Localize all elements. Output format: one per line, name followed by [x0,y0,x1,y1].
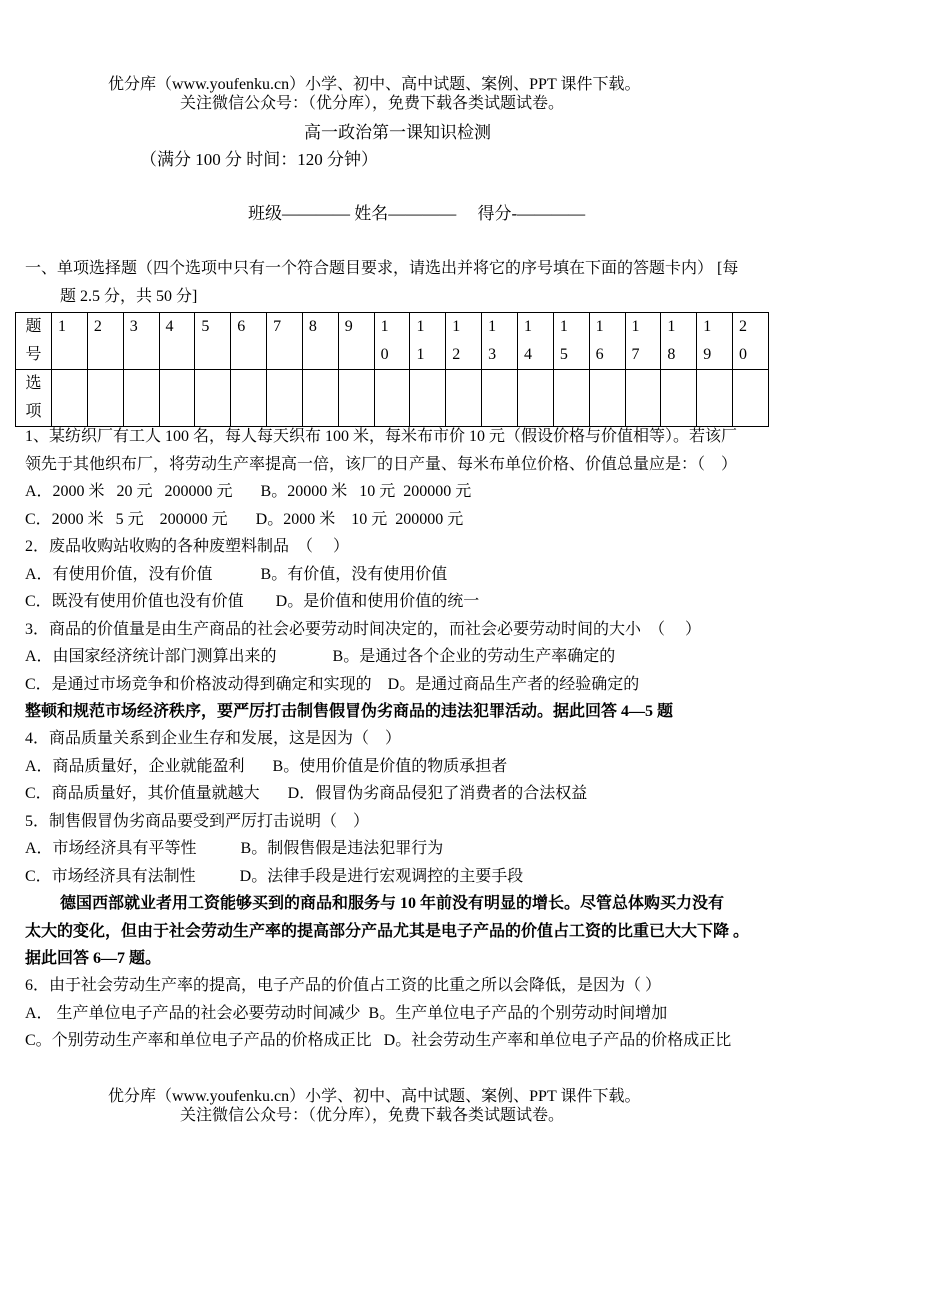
material-prompt: 据此回答 6—7 题。 [25,950,162,967]
answer-card-table [15,312,769,427]
option-line: A．有使用价值，没有价值 B。有价值，没有使用价值 [25,566,448,583]
question-line: 领先于其他织布厂，将劳动生产率提高一倍，该厂的日产量、每米布单位价格、价值总量应是：（ ） [25,456,738,473]
answer-cell[interactable] [87,370,123,427]
material-prompt: 德国西部就业者用工资能够买到的商品和服务与 10 年前没有明显的增长。尽管总体购买力没有 [60,895,725,912]
answer-cell[interactable] [661,370,697,427]
answer-cell[interactable] [123,370,159,427]
header-line-2: 关注微信公众号：（优分库），免费下载各类试题试卷。 [180,95,565,112]
option-line: C。个别劳动生产率和单位电子产品的价格成正比 D。社会劳动生产率和单位电子产品的价格成正比 [25,1032,732,1049]
question-line: 6．由于社会劳动生产率的提高，电子产品的价值占工资的比重之所以会降低，是因为（ ） [25,977,662,994]
row-label-option: 选 项 [16,370,52,427]
q-num-cell: 1 9 [697,313,733,370]
option-line: A．市场经济具有平等性 B。制假售假是违法犯罪行为 [25,840,444,857]
question-line: 4．商品质量关系到企业生存和发展，这是因为（ ） [25,730,402,747]
q-num-cell: 9 [338,313,374,370]
answer-cell[interactable] [195,370,231,427]
q-num-cell: 2 [87,313,123,370]
q-num-cell: 1 8 [661,313,697,370]
exam-meta: （满分 100 分 时间：120 分钟） [140,150,378,169]
answer-cell[interactable] [697,370,733,427]
answer-card-option-row [16,370,769,427]
option-line: A．商品质量好，企业就能盈利 B。使用价值是价值的物质承担者 [25,758,508,775]
answer-cell[interactable] [410,370,446,427]
option-line: A．由国家经济统计部门测算出来的 B。是通过各个企业的劳动生产率确定的 [25,648,616,665]
q-num-cell: 1 1 [410,313,446,370]
answer-cell[interactable] [553,370,589,427]
material-prompt: 太大的变化，但由于社会劳动生产率的提高部分产品尤其是电子产品的价值占工资的比重已大大下降 。 [25,923,750,940]
answer-cell[interactable] [302,370,338,427]
section-heading: 一、单项选择题（四个选项中只有一个符合题目要求，请选出并将它的序号填在下面的答题卡内） [每 [25,260,739,277]
answer-cell[interactable] [374,370,410,427]
q-num-cell: 1 5 [553,313,589,370]
answer-cell[interactable] [589,370,625,427]
question-line: 5．制售假冒伪劣商品要受到严厉打击说明（ ） [25,813,370,830]
q-num-cell: 5 [195,313,231,370]
q-num-cell: 1 [52,313,88,370]
answer-card-number-row [16,313,769,370]
row-label-number: 题 号 [16,313,52,370]
exam-title: 高一政治第一课知识检测 [304,123,491,142]
question-line: 2．废品收购站收购的各种废塑料制品 （ ） [25,538,350,555]
q-num-cell: 1 6 [589,313,625,370]
q-num-cell: 1 2 [446,313,482,370]
answer-cell[interactable] [159,370,195,427]
question-line: 3．商品的价值量是由生产商品的社会必要劳动时间决定的，而社会必要劳动时间的大小 （ ） [25,621,702,638]
option-line: C．2000 米 5 元 200000 元 D。2000 米 10 元 200000 元 [25,511,464,528]
option-line: A． 生产单位电子产品的社会必要劳动时间减少 B。生产单位电子产品的个别劳动时间增加 [25,1005,668,1022]
exam-fields: 班级———— 姓名———— 得分-———— [248,204,586,223]
option-line: C．是通过市场竞争和价格波动得到确定和实现的 D。是通过商品生产者的经验确定的 [25,676,640,693]
option-line: C．既没有使用价值也没有价值 D。是价值和使用价值的统一 [25,593,480,610]
question-line: 1、某纺织厂有工人 100 名，每人每天织布 100 米，每米布市价 10 元（假设价格与价值相等）。若该厂 [25,428,738,445]
option-line: C．商品质量好，其价值量就越大 D．假冒伪劣商品侵犯了消费者的合法权益 [25,785,588,802]
option-line: A．2000 米 20 元 200000 元 B。20000 米 10 元 200000 元 [25,483,472,500]
section-heading-2: 题 2.5 分，共 50 分] [60,288,198,305]
answer-cell[interactable] [625,370,661,427]
header-line-1: 优分库（www.youfenku.cn）小学、初中、高中试题、案例、PPT 课件下载。 [108,76,641,93]
material-prompt: 整顿和规范市场经济秩序，要严厉打击制售假冒伪劣商品的违法犯罪活动。据此回答 4—5 题 [25,703,674,720]
footer-line-2: 关注微信公众号：（优分库），免费下载各类试题试卷。 [180,1107,565,1124]
answer-cell[interactable] [267,370,303,427]
q-num-cell: 6 [231,313,267,370]
q-num-cell: 2 0 [733,313,769,370]
answer-cell[interactable] [446,370,482,427]
q-num-cell: 1 7 [625,313,661,370]
option-line: C．市场经济具有法制性 D。法律手段是进行宏观调控的主要手段 [25,868,524,885]
answer-cell[interactable] [52,370,88,427]
answer-cell[interactable] [733,370,769,427]
q-num-cell: 8 [302,313,338,370]
answer-cell[interactable] [517,370,553,427]
q-num-cell: 1 4 [517,313,553,370]
q-num-cell: 1 0 [374,313,410,370]
footer-line-1: 优分库（www.youfenku.cn）小学、初中、高中试题、案例、PPT 课件下载。 [108,1088,641,1105]
q-num-cell: 3 [123,313,159,370]
answer-cell[interactable] [338,370,374,427]
answer-cell[interactable] [482,370,518,427]
q-num-cell: 1 3 [482,313,518,370]
q-num-cell: 7 [267,313,303,370]
q-num-cell: 4 [159,313,195,370]
answer-cell[interactable] [231,370,267,427]
